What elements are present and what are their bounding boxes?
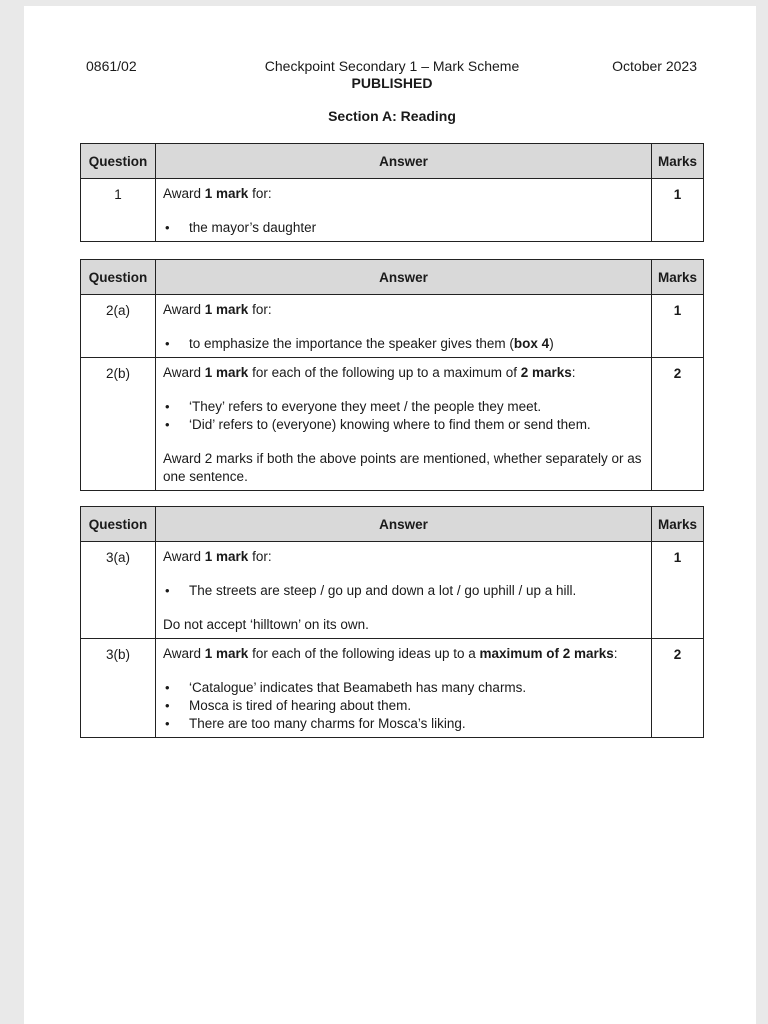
exam-date: October 2023 bbox=[612, 58, 697, 74]
mark-table-q2 bbox=[80, 259, 704, 491]
list-item: • the mayor’s daughter bbox=[163, 219, 645, 237]
section-title: Section A: Reading bbox=[328, 108, 456, 124]
answer-cell bbox=[156, 358, 652, 491]
marks-value: 2 bbox=[652, 358, 704, 491]
published-label: PUBLISHED bbox=[351, 75, 433, 91]
list-item: • The streets are steep / go up and down a lot / go uphill / up a hill. bbox=[163, 582, 645, 600]
list-item: • There are too many charms for Mosca’s liking. bbox=[163, 715, 645, 733]
marks-header: Marks bbox=[652, 260, 704, 295]
answer-bullets bbox=[163, 219, 645, 237]
answer-bullets bbox=[163, 679, 645, 733]
question-number: 1 bbox=[81, 179, 156, 242]
answer-cell bbox=[156, 295, 652, 358]
table-row bbox=[81, 179, 704, 242]
award-line: Award 1 mark for: bbox=[163, 549, 272, 564]
marks-value: 2 bbox=[652, 639, 704, 738]
document-page bbox=[24, 6, 756, 1024]
answer-header: Answer bbox=[156, 144, 652, 179]
marks-header: Marks bbox=[652, 144, 704, 179]
question-number: 3(a) bbox=[81, 542, 156, 639]
award-line: Award 1 mark for each of the following ideas up to a maximum of 2 marks: bbox=[163, 646, 618, 661]
answer-cell bbox=[156, 542, 652, 639]
marking-note: Award 2 marks if both the above points are mentioned, whether separately or as one sentence. bbox=[163, 451, 642, 484]
mark-table-q1 bbox=[80, 143, 704, 242]
question-number: 3(b) bbox=[81, 639, 156, 738]
list-item: • to emphasize the importance the speaker gives them (box 4) bbox=[163, 335, 645, 353]
marks-value: 1 bbox=[652, 179, 704, 242]
marks-value: 1 bbox=[652, 295, 704, 358]
list-item: • ‘Did’ refers to (everyone) knowing where to find them or send them. bbox=[163, 416, 645, 434]
table-header-row bbox=[81, 507, 704, 542]
table-row bbox=[81, 358, 704, 491]
question-header: Question bbox=[81, 260, 156, 295]
answer-bullets bbox=[163, 398, 645, 434]
answer-header: Answer bbox=[156, 260, 652, 295]
answer-header: Answer bbox=[156, 507, 652, 542]
question-header: Question bbox=[81, 507, 156, 542]
answer-cell bbox=[156, 639, 652, 738]
table-row bbox=[81, 295, 704, 358]
table-row bbox=[81, 542, 704, 639]
paper-code: 0861/02 bbox=[86, 58, 137, 74]
award-line: Award 1 mark for: bbox=[163, 186, 272, 201]
question-number: 2(b) bbox=[81, 358, 156, 491]
mark-table-q3 bbox=[80, 506, 704, 738]
marks-value: 1 bbox=[652, 542, 704, 639]
question-header: Question bbox=[81, 144, 156, 179]
table-row bbox=[81, 639, 704, 738]
table-header-row bbox=[81, 144, 704, 179]
marks-header: Marks bbox=[652, 507, 704, 542]
award-line: Award 1 mark for: bbox=[163, 302, 272, 317]
answer-bullets bbox=[163, 335, 645, 353]
question-number: 2(a) bbox=[81, 295, 156, 358]
award-line: Award 1 mark for each of the following up to a maximum of 2 marks: bbox=[163, 365, 576, 380]
answer-cell bbox=[156, 179, 652, 242]
document-title: Checkpoint Secondary 1 – Mark Scheme bbox=[264, 58, 520, 74]
table-header-row bbox=[81, 260, 704, 295]
list-item: • ‘Catalogue’ indicates that Beamabeth has many charms. bbox=[163, 679, 645, 697]
answer-bullets bbox=[163, 582, 645, 600]
marking-note: Do not accept ‘hilltown’ on its own. bbox=[163, 617, 369, 632]
list-item: • ‘They’ refers to everyone they meet / the people they meet. bbox=[163, 398, 645, 416]
list-item: • Mosca is tired of hearing about them. bbox=[163, 697, 645, 715]
